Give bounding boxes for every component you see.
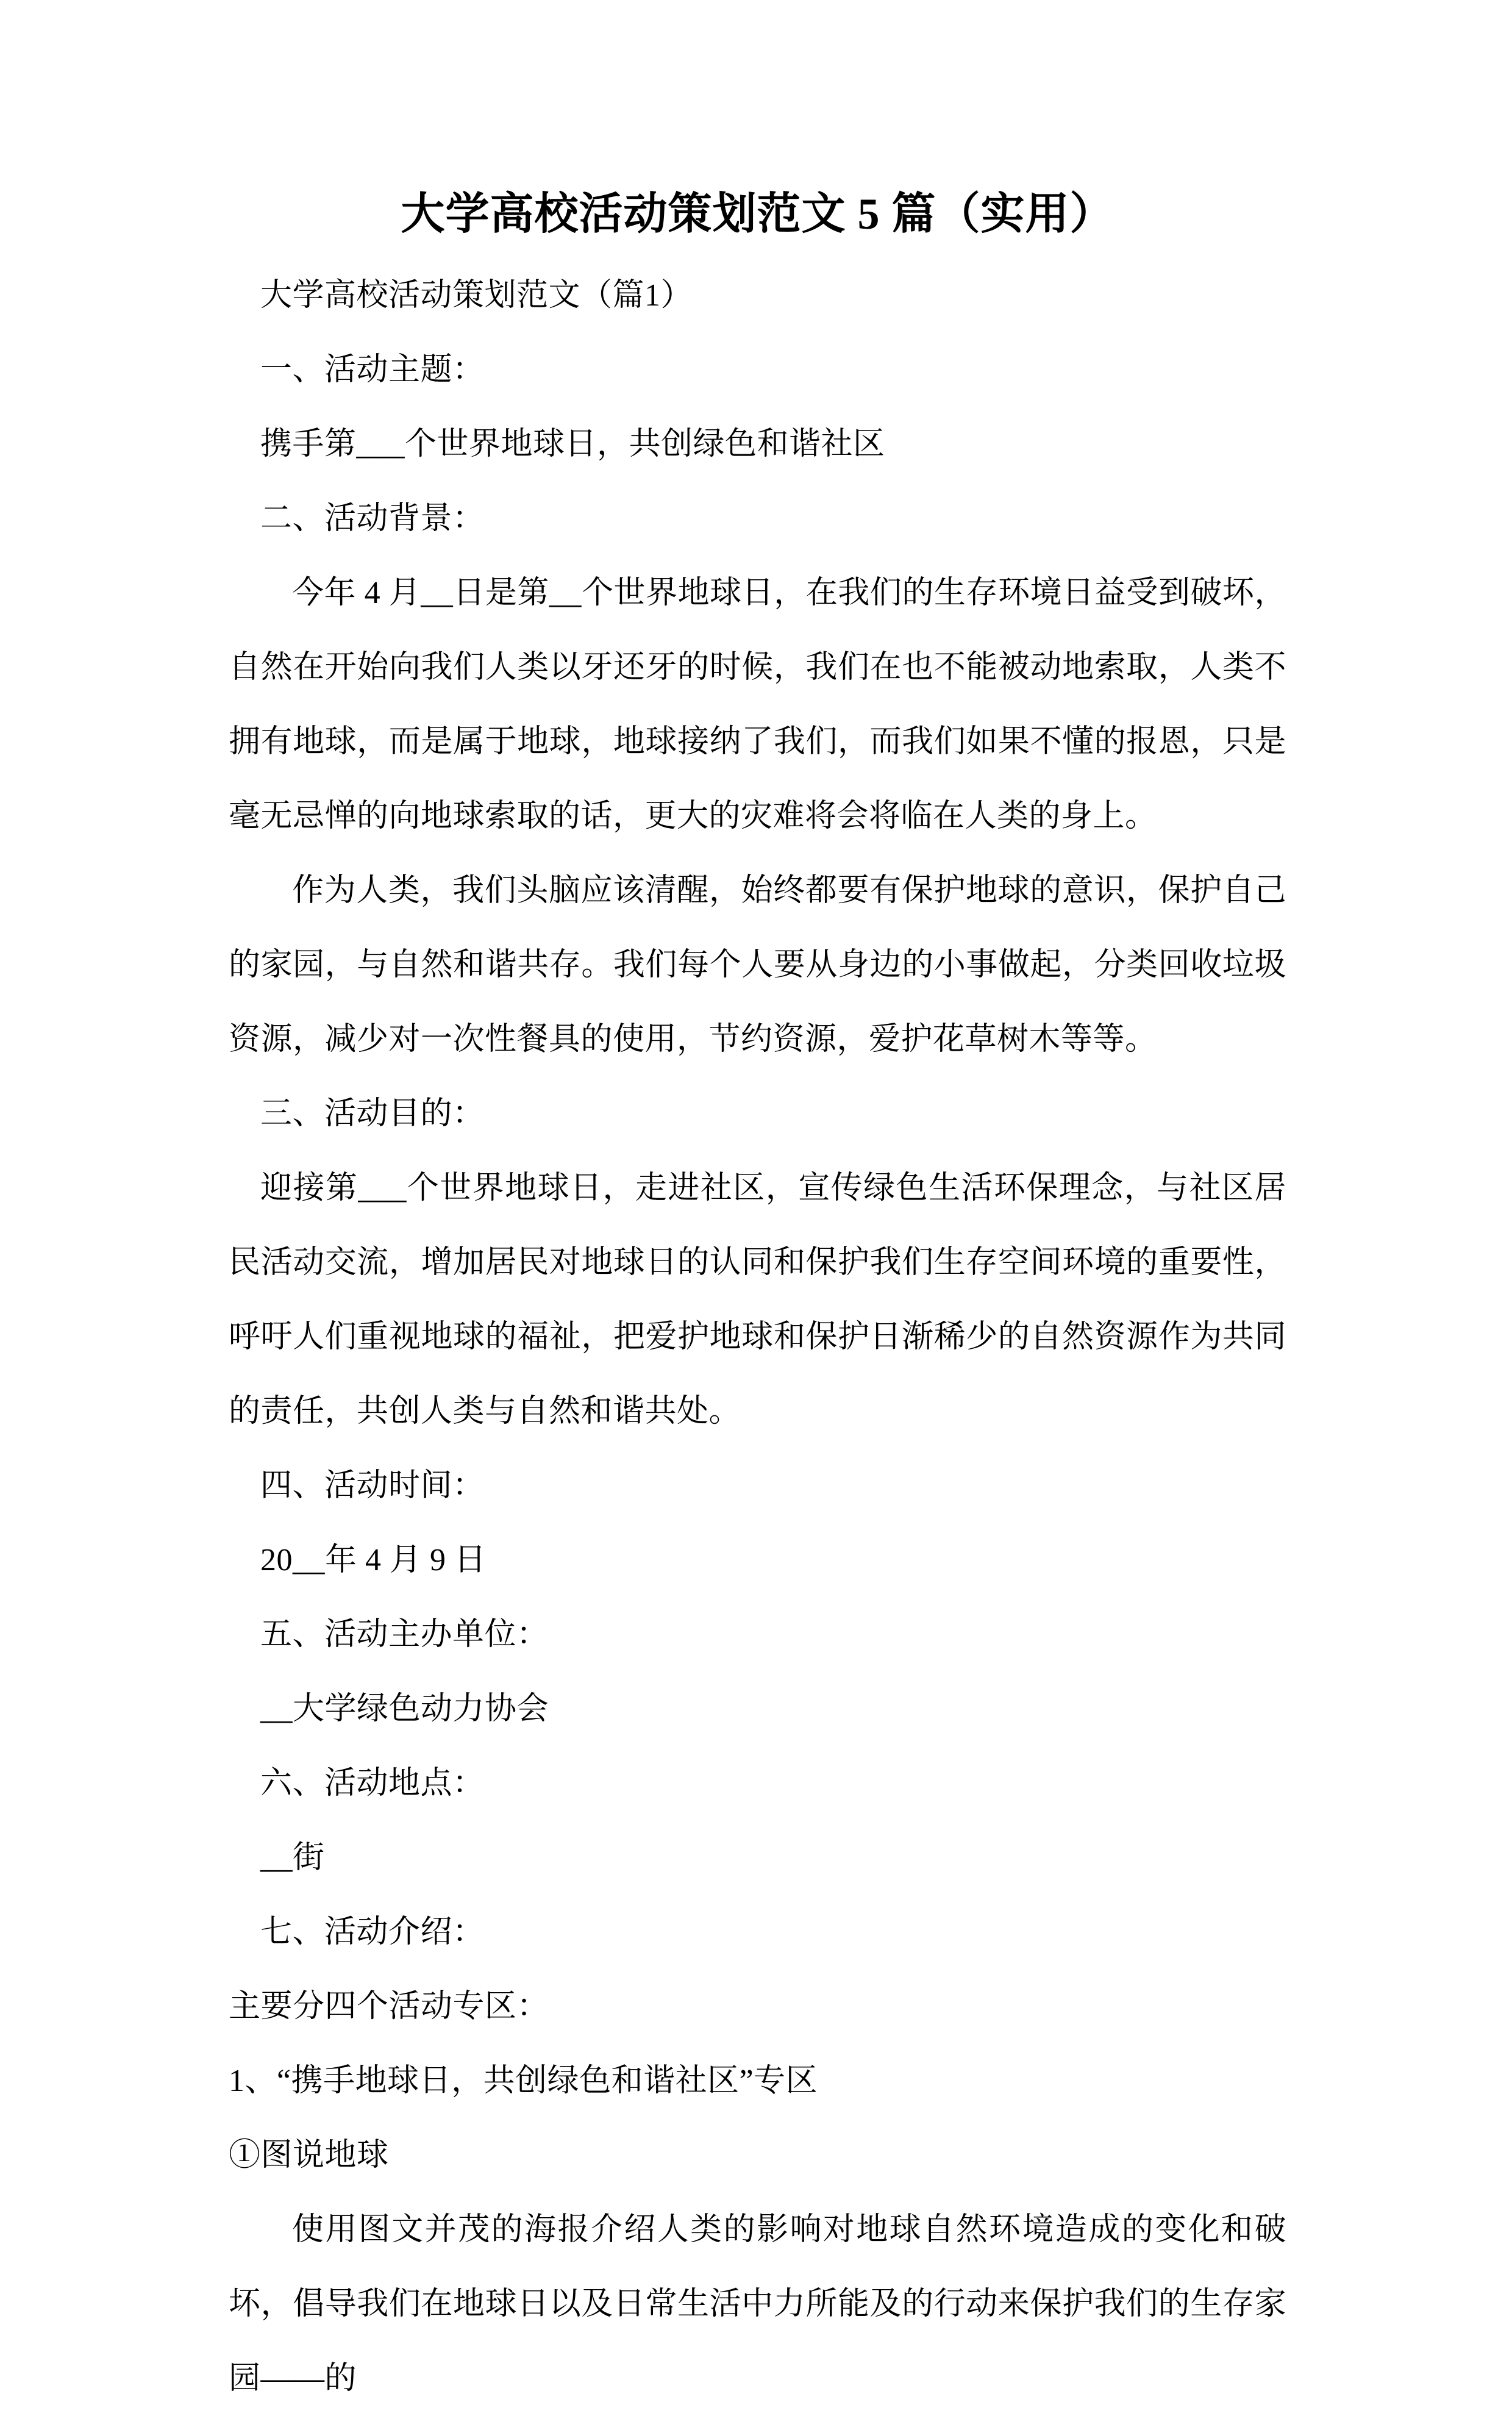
activity-zone-1-item-1: ①图说地球 xyxy=(229,2138,389,2173)
activity-background-paragraph-1: 今年 4 月__日是第__个世界地球日，在我们的生存环境日益受到破坏，自然在开始向我们人类以牙还牙的时候，我们在也不能被动地索取，人类不拥有地球，而是属于地球，地球接纳了我们，而我们如果不懂的报恩，只是毫无忌惮的向地球索取的话，更大的灾难将会将临在人类的身上。 xyxy=(229,576,1286,834)
activity-location-text: __街 xyxy=(260,1840,325,1876)
document-content xyxy=(229,183,1286,2416)
page-title: 大学高校活动策划范文 5 篇（实用） xyxy=(401,190,1114,238)
section-heading-activity-time: 四、活动时间： xyxy=(260,1468,485,1504)
activity-zone-1-title: 1、“携手地球日，共创绿色和谐社区”专区 xyxy=(229,2064,818,2099)
activity-organizer-text: __大学绿色动力协会 xyxy=(260,1692,549,1727)
section-heading-activity-background: 二、活动背景： xyxy=(260,501,485,537)
section-heading-activity-purpose: 三、活动目的： xyxy=(260,1096,485,1132)
activity-time-text: 20__年 4 月 9 日 xyxy=(260,1543,487,1578)
activity-background-paragraph-2: 作为人类，我们头脑应该清醒，始终都要有保护地球的意识，保护自己的家园，与自然和谐共存。我们每个人要从身边的小事做起，分类回收垃圾资源，减少对一次性餐具的使用，节约资源，爱护花草树木等等。 xyxy=(229,873,1286,1057)
activity-purpose-paragraph: 迎接第___个世界地球日，走进社区，宣传绿色生活环保理念，与社区居民活动交流，增加居民对地球日的认同和保护我们生存空间环境的重要性，呼吁人们重视地球的福祉，把爱护地球和保护日渐稀少的自然资源作为共同的责任，共创人类与自然和谐共处。 xyxy=(229,1171,1286,1429)
section-heading-activity-theme: 一、活动主题： xyxy=(260,352,485,388)
document-subtitle: 大学高校活动策划范文（篇1） xyxy=(260,278,693,313)
section-heading-activity-introduction: 七、活动介绍： xyxy=(260,1915,485,1950)
section-heading-activity-organizer: 五、活动主办单位： xyxy=(260,1617,549,1653)
section-heading-activity-location: 六、活动地点： xyxy=(260,1766,485,1801)
activity-theme-text: 携手第___个世界地球日，共创绿色和谐社区 xyxy=(260,427,885,462)
activity-introduction-lead: 主要分四个活动专区： xyxy=(229,1989,549,2025)
activity-zone-1-item-1-description: 使用图文并茂的海报介绍人类的影响对地球自然环境造成的变化和破坏，倡导我们在地球日以及日常生活中力所能及的行动来保护我们的生存家园——的 xyxy=(229,2212,1286,2396)
